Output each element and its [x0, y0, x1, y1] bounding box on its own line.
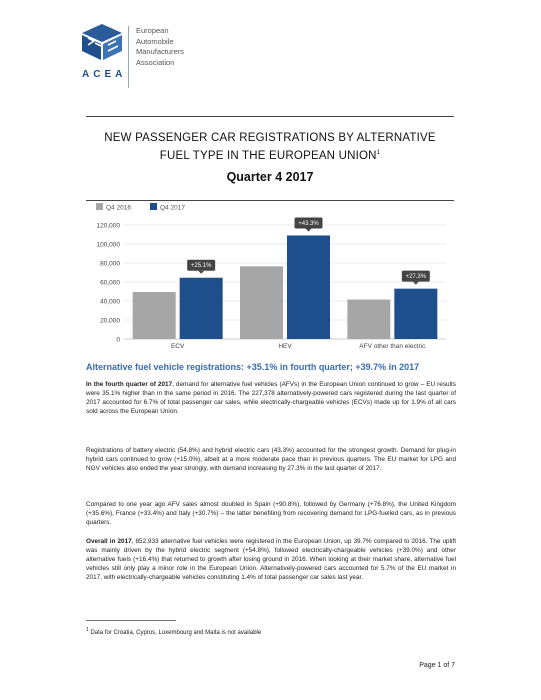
- paragraph-lead: In the fourth quarter of 2017: [86, 381, 173, 388]
- logo-line: European: [136, 26, 169, 35]
- y-tick-label: 0: [116, 336, 120, 344]
- page-number: Page 1 of 7: [419, 662, 455, 669]
- section-heading: Alternative fuel vehicle registrations: +35.1% in fourth quarter; +39.7% in 2017: [86, 362, 420, 372]
- bar-q4-2017: [394, 289, 437, 339]
- x-category-label: ECV: [170, 343, 185, 350]
- paragraph-segments: Registrations of battery electric (54.8%) and hybrid electric cars (43.3%) accounted for the strongest growth. Demand for plug-in hybrid cars continued to grow (+15.0%), albeit at a more moderate pace than in previous quarters. The EU market for LPG and NGV vehicles also ended the year strongly, with demand increasing by 27.3% in the last quarter of 2017.: [86, 447, 456, 473]
- bar-q4-2016: [347, 300, 390, 339]
- growth-label-pointer: [198, 271, 204, 274]
- footnote-mark: 1: [86, 627, 89, 633]
- y-tick-label: 120,000: [96, 222, 120, 230]
- logo-organization-name: [136, 26, 184, 68]
- x-category-label: AFV other than electric: [359, 343, 426, 350]
- acea-logo: [80, 22, 230, 92]
- paragraph-q4-2017: [86, 380, 456, 416]
- title-box: [86, 116, 454, 201]
- document-title: [86, 131, 454, 164]
- growth-label-pointer: [413, 282, 419, 285]
- logo-line: Association: [136, 57, 175, 67]
- logo-line: Automobile: [136, 36, 174, 46]
- y-tick-label: 20,000: [100, 317, 120, 325]
- bar-q4-2016: [240, 266, 283, 339]
- afv-registrations-bar-chart: [84, 198, 454, 358]
- footnote: [86, 627, 261, 636]
- logo-divider: [128, 26, 129, 88]
- title-line-1: NEW PASSENGER CAR REGISTRATIONS BY ALTERNATIVE: [104, 132, 436, 144]
- bar-q4-2016: [133, 292, 176, 339]
- growth-label: +27.3%: [405, 274, 427, 281]
- growth-label-pointer: [306, 228, 312, 231]
- paragraph-countries: Compared to one year ago AFV sales almost doubled in Spain (+90.8%), followed by Germany (+76.8%), the United Kingdom (+35.6%), France (+33.4%) and Italy (+30.7%) – the latter benefiting from recovering demand for LPG-fuelled cars, as in previous quarters.: [86, 501, 456, 527]
- growth-label: +43.3%: [298, 220, 319, 227]
- acea-cube-logo-icon: [80, 22, 124, 62]
- footnote-rule: [86, 620, 176, 621]
- paragraph-overall-2017: [86, 537, 456, 582]
- x-category-label: HEV: [278, 343, 292, 350]
- title-footnote-mark: 1: [376, 150, 381, 156]
- logo-line: Manufacturers: [136, 47, 184, 56]
- growth-label: +25.1%: [190, 263, 212, 270]
- paragraph-lead: Overall in 2017: [86, 538, 132, 545]
- legend-label: Q4 2017: [160, 204, 185, 212]
- y-tick-label: 100,000: [96, 241, 120, 249]
- logo-abbreviation: ACEA: [82, 69, 127, 80]
- y-tick-label: 80,000: [100, 260, 120, 268]
- legend-swatch: [150, 203, 157, 210]
- paragraph-text: , 852,933 alternative fuel vehicles were registered in the European Union, up 39.7% compared to 2016. The uplift was mainly driven by the hybrid electric segment (+54.8%), followed electrically-chargeable vehicles (+39.0%) and other alternative fuels (+16.4%) that returned to growth after losing ground in 2016. When looking at their market share, alternative fuel vehicles still only play a minor role in the European Union. Alternatively-powered cars accounted for 5.7% of the EU market in 2017, with electrically-chargeable vehicles constituting 1.4% of total passenger car sales last year.: [86, 538, 456, 582]
- legend-label: Q4 2016: [106, 204, 131, 212]
- paragraph-text: , demand for alternative fuel vehicles (AFVs) in the European Union continued to grow – EU results were 35.1% higher than in the same period in 2016. The 227,378 alternatively-powered cars registered during the last quarter of 2017 accounted for 6.7% of total passenger car sales, while electrically-chargeable vehicles (ECVs) made up for 1.9% of all cars sold across the European Union.: [86, 381, 456, 416]
- bar-q4-2017: [180, 278, 223, 339]
- legend-swatch: [96, 203, 103, 210]
- y-tick-label: 60,000: [100, 279, 120, 287]
- footnote-text: Data for Croatia, Cyprus, Luxembourg and Malta is not available: [88, 630, 262, 636]
- y-tick-label: 40,000: [100, 298, 120, 306]
- bar-q4-2017: [287, 235, 330, 339]
- title-line-2: FUEL TYPE IN THE EUROPEAN UNION: [159, 149, 377, 162]
- document-subtitle: Quarter 4 2017: [226, 169, 314, 184]
